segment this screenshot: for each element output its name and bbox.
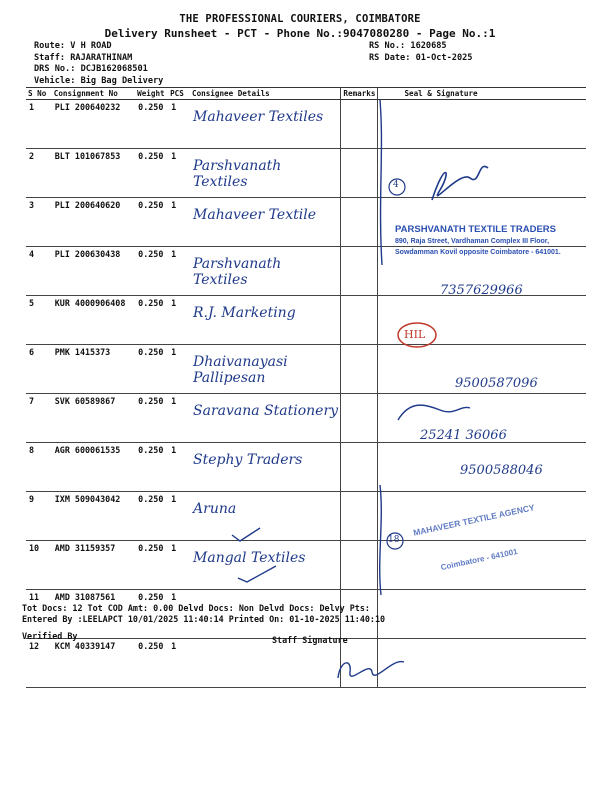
cell-sno: 1 [26, 100, 52, 149]
cell-consignment-no: PLI 200640620 [52, 198, 135, 247]
runsheet-subtitle: Delivery Runsheet - PCT - Phone No.:9047080280 - Page No.:1 [104, 27, 496, 40]
cell-consignee: R.J. Marketing [190, 296, 341, 345]
cell-sno: 3 [26, 198, 52, 247]
cell-sno: 8 [26, 443, 52, 492]
cell-weight: 0.250 [135, 247, 168, 296]
cell-sno: 6 [26, 345, 52, 394]
cell-sno: 7 [26, 394, 52, 443]
cell-sno: 10 [26, 541, 52, 590]
cell-consignment-no: PMK 1415373 [52, 345, 135, 394]
cell-consignment-no: AMD 31159357 [52, 541, 135, 590]
cell-pcs: 1 [168, 345, 190, 394]
cell-weight: 0.250 [135, 198, 168, 247]
phone-row5: 7357629966 [440, 283, 523, 298]
cell-weight: 0.250 [135, 296, 168, 345]
route-label: Route: V H ROAD [34, 41, 112, 51]
circle-18-text: 18 [388, 535, 400, 545]
col-header-weight: Weight [135, 88, 168, 100]
cell-consignment-no: AGR 600061535 [52, 443, 135, 492]
cell-sno: 4 [26, 247, 52, 296]
parshvanath-stamp-name: PARSHVANATH TEXTILE TRADERS [395, 224, 556, 235]
verified-by-label: Verified By [22, 631, 78, 641]
cell-pcs: 1 [168, 198, 190, 247]
col-header-seal: Seal & Signature [378, 88, 586, 100]
cell-pcs: 1 [168, 541, 190, 590]
cell-consignee: Dhaivanayasi Pallipesan [190, 345, 341, 394]
cell-consignee: Saravana Stationery [190, 394, 341, 443]
staff-signature-label: Staff Signature [272, 635, 348, 645]
cell-pcs: 1 [168, 100, 190, 149]
cell-consignment-no: AMD 31087561 [52, 590, 135, 639]
col-header-pcs: PCS [168, 88, 190, 100]
cell-weight: 0.250 [135, 492, 168, 541]
cell-consignment-no: PLI 200640232 [52, 100, 135, 149]
cell-sno: 11 [26, 590, 52, 639]
footer-totals: Tot Docs: 12 Tot COD Amt: 0.00 Delvd Docs: Non Delvd Docs: Delvy Pts: [22, 603, 370, 613]
signature-row3 [432, 166, 488, 200]
footer-entered: Entered By :LEELAPCT 10/01/2025 11:40:14 Printed On: 01-10-2025 11:40:10 [22, 614, 386, 624]
check-row11 [232, 528, 260, 541]
cell-sno: 9 [26, 492, 52, 541]
phone-row10: 9500588046 [460, 463, 543, 478]
cell-pcs: 1 [168, 149, 190, 198]
cell-pcs: 1 [168, 639, 190, 688]
parshvanath-stamp-addr2: Sowdamman Kovil opposite Coimbatore - 641001. [395, 249, 561, 256]
cell-consignee: Parshvanath Textiles [190, 247, 341, 296]
cell-pcs: 1 [168, 492, 190, 541]
cell-consignee: Parshvanath Textiles [190, 149, 341, 198]
rs-no-label: RS No.: 1620685 [369, 41, 447, 51]
phone-row7: 9500587096 [455, 376, 538, 391]
phone-row8: 25241 36066 [420, 428, 507, 443]
cell-consignee: Aruna [190, 492, 341, 541]
cell-pcs: 1 [168, 590, 190, 639]
col-header-consignee: Consignee Details [190, 88, 341, 100]
rs-date-label: RS Date: 01-Oct-2025 [369, 52, 473, 63]
cell-consignee: Mahaveer Textiles [190, 100, 341, 149]
cell-weight: 0.250 [135, 541, 168, 590]
staff-signature-scribble [338, 662, 404, 678]
cell-consignment-no: PLI 200630438 [52, 247, 135, 296]
cell-pcs: 1 [168, 443, 190, 492]
hil-text: HIL [404, 328, 426, 341]
cell-consignee: Stephy Traders [190, 443, 341, 492]
drs-label: DRS No.: DCJB162068501 [34, 64, 148, 74]
check-row12 [238, 566, 276, 582]
staff-label: Staff: RAJARATHINAM [34, 52, 133, 63]
cell-consignment-no: KCM 40339147 [52, 639, 135, 688]
cell-consignment-no: BLT 101067853 [52, 149, 135, 198]
col-header-remarks: Remarks [341, 88, 378, 100]
cell-pcs: 1 [168, 394, 190, 443]
cell-consignment-no: KUR 4000906408 [52, 296, 135, 345]
cell-consignee: Mahaveer Textile [190, 198, 341, 247]
col-header-consignment: Consignment No [52, 88, 135, 100]
cell-pcs: 1 [168, 247, 190, 296]
cell-consignment-no: IXM 509043042 [52, 492, 135, 541]
cell-pcs: 1 [168, 296, 190, 345]
mahaveer-stamp-addr: Coimbatore - 641001 [439, 546, 519, 573]
remark-line-1 [380, 100, 382, 265]
cell-sno: 2 [26, 149, 52, 198]
cell-weight: 0.250 [135, 639, 168, 688]
cell-sno: 12 [26, 639, 52, 688]
parshvanath-stamp-addr1: 890, Raja Street, Vardhaman Complex III Floor, [395, 238, 550, 245]
cell-weight: 0.250 [135, 394, 168, 443]
col-header-sno: S No [26, 88, 52, 100]
cell-consignment-no: SVK 60589867 [52, 394, 135, 443]
circle-4-text: 4 [393, 180, 399, 190]
cell-weight: 0.250 [135, 590, 168, 639]
company-title: THE PROFESSIONAL COURIERS, COIMBATORE [179, 13, 421, 25]
cell-sno: 5 [26, 296, 52, 345]
cell-weight: 0.250 [135, 443, 168, 492]
cell-weight: 0.250 [135, 100, 168, 149]
cell-consignee: Mangal Textiles [190, 541, 341, 590]
cell-weight: 0.250 [135, 345, 168, 394]
cell-weight: 0.250 [135, 149, 168, 198]
remark-line-2 [380, 485, 382, 595]
vehicle-label: Vehicle: Big Bag Delivery [34, 75, 164, 86]
signature-row8 [398, 405, 470, 420]
mahaveer-stamp-name: MAHAVEER TEXTILE AGENCY [412, 502, 536, 538]
